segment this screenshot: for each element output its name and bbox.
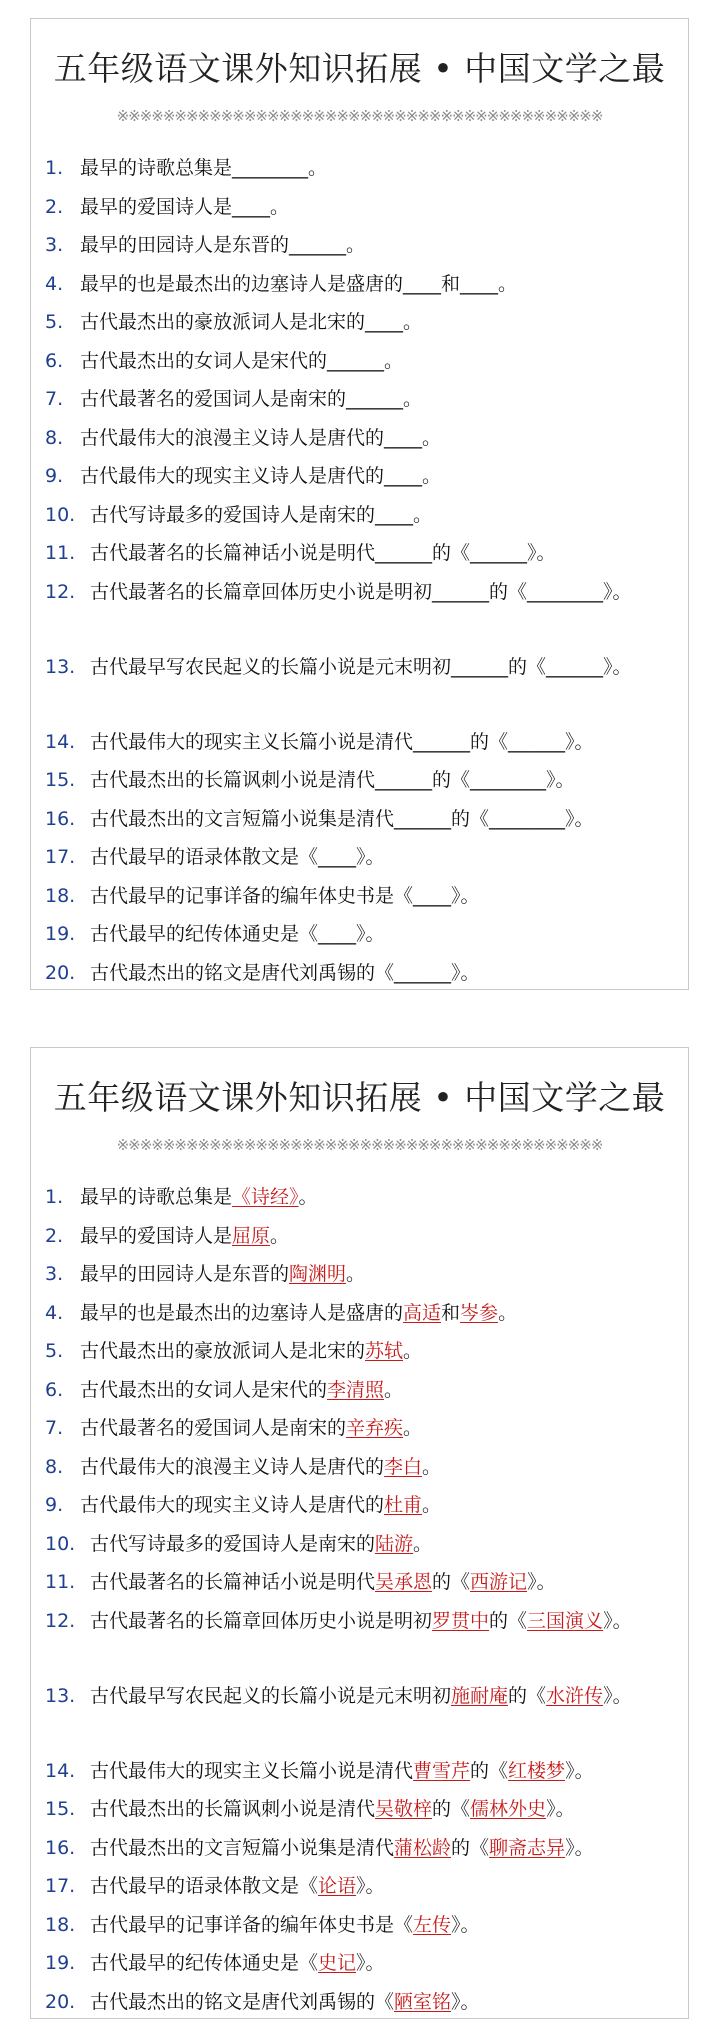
answer-item — [45, 1944, 678, 1983]
question-number: 16. — [45, 1836, 76, 1859]
question-item — [45, 342, 678, 381]
question-item — [45, 915, 678, 954]
question-text: 古代最杰出的铭文是唐代刘禹锡的《 — [90, 1990, 395, 2013]
answer-item — [45, 1790, 678, 1829]
question-text: 》。 — [527, 1571, 556, 1593]
question-text: 古代最杰出的长篇讽刺小说是清代______的《________》。 — [90, 769, 575, 791]
question-text: 最早的也是最杰出的边塞诗人是盛唐的____和____。 — [80, 272, 518, 295]
question-number: 15. — [45, 769, 76, 791]
question-text: 古代最早写农民起义的长篇小说是元末明初 — [90, 1684, 452, 1707]
question-text: 》。 — [603, 1609, 632, 1632]
question-number: 9. — [45, 465, 64, 487]
question-number: 7. — [45, 388, 64, 410]
question-item — [45, 877, 678, 916]
question-text: 古代最著名的爱国词人是南宋的 — [80, 1417, 347, 1439]
question-text: 。 — [384, 1378, 404, 1401]
question-number: 11. — [45, 1571, 76, 1593]
question-item — [45, 496, 678, 535]
answer-text: 陆游 — [375, 1532, 414, 1555]
question-text: 古代写诗最多的爱国诗人是南宋的____。 — [90, 503, 433, 526]
question-number: 10. — [45, 1532, 76, 1555]
answer-item — [45, 1906, 678, 1945]
question-number: 3. — [45, 234, 64, 256]
question-text: 。 — [413, 1532, 433, 1555]
question-item — [45, 954, 678, 993]
question-number: 13. — [45, 1684, 76, 1707]
question-list — [45, 149, 678, 992]
answer-text: 吴敬梓 — [375, 1798, 433, 1820]
question-number: 11. — [45, 542, 76, 564]
answer-item — [45, 1255, 678, 1294]
question-text: 古代最早写农民起义的长篇小说是元末明初______的《______》。 — [90, 655, 632, 678]
answer-item — [45, 1448, 678, 1487]
question-text: 最早的田园诗人是东晋的 — [80, 1263, 290, 1285]
answer-list — [45, 1178, 678, 2021]
question-text: 的《 — [508, 1684, 547, 1707]
question-item — [45, 226, 678, 265]
answer-text: 儒林外史 — [470, 1798, 547, 1820]
answer-item — [45, 1983, 678, 2022]
question-number: 20. — [45, 961, 76, 984]
question-number: 3. — [45, 1263, 64, 1285]
question-text: 》。 — [546, 1798, 575, 1820]
answer-item — [45, 1752, 678, 1791]
question-item — [45, 457, 678, 496]
answer-text: 李清照 — [327, 1378, 385, 1401]
question-text: 最早的诗歌总集是 — [80, 1186, 233, 1208]
question-number: 8. — [45, 426, 64, 449]
question-number: 2. — [45, 1224, 64, 1247]
question-text: 古代最早的语录体散文是《 — [90, 1875, 319, 1897]
answer-text: 杜甫 — [384, 1494, 423, 1516]
question-number: 14. — [45, 1759, 76, 1782]
question-text: 最早的诗歌总集是________。 — [80, 157, 328, 179]
answer-text: 论语 — [318, 1875, 357, 1897]
question-item — [45, 265, 678, 304]
question-text: 古代最伟大的现实主义诗人是唐代的____。 — [80, 465, 442, 487]
decorative-divider: ※※※※※※※※※※※※※※※※※※※※※※※※※※※※※※※※※※※※※※※※※※ — [116, 107, 603, 125]
question-text: 古代最伟大的现实主义长篇小说是清代______的《______》。 — [90, 730, 594, 753]
question-text: 的《 — [489, 1609, 528, 1632]
answer-text: 西游记 — [470, 1571, 528, 1593]
question-text: 。 — [422, 1455, 442, 1478]
question-number: 18. — [45, 884, 76, 907]
question-text: 古代最杰出的长篇讽刺小说是清代 — [90, 1798, 376, 1820]
decorative-divider: ※※※※※※※※※※※※※※※※※※※※※※※※※※※※※※※※※※※※※※※※※※ — [116, 1136, 603, 1154]
question-text: 古代最杰出的铭文是唐代刘禹锡的《______》。 — [90, 961, 480, 984]
question-text: 古代最杰出的女词人是宋代的 — [80, 1378, 328, 1401]
answer-item — [45, 1371, 678, 1410]
answer-text: 辛弃疾 — [346, 1417, 404, 1439]
question-text: 古代最著名的长篇章回体历史小说是明初 — [90, 1609, 433, 1632]
answer-text: 曹雪芹 — [413, 1759, 471, 1782]
question-item — [45, 303, 678, 342]
answer-text: 红楼梦 — [508, 1759, 566, 1782]
answer-text: 岑参 — [460, 1301, 499, 1324]
question-item — [45, 838, 678, 877]
answer-text: 陋室铭 — [394, 1990, 452, 2013]
question-text: 最早的爱国诗人是 — [80, 1224, 233, 1247]
question-item — [45, 534, 678, 573]
answer-item — [45, 1332, 678, 1371]
question-number: 12. — [45, 580, 76, 603]
question-text: 古代最著名的长篇神话小说是明代______的《______》。 — [90, 542, 556, 564]
question-item — [45, 723, 678, 762]
answer-item — [45, 1486, 678, 1525]
question-number: 5. — [45, 311, 64, 333]
question-text: 的《 — [432, 1571, 471, 1593]
answer-item — [45, 1178, 678, 1217]
question-number: 1. — [45, 157, 64, 179]
answer-text: 施耐庵 — [451, 1684, 509, 1707]
question-item — [45, 761, 678, 800]
question-text: 古代最伟大的现实主义诗人是唐代的 — [80, 1494, 385, 1516]
question-text: 。 — [270, 1224, 290, 1247]
question-item — [45, 648, 678, 723]
worksheet-title: 五年级语文课外知识拓展 • 中国文学之最 — [53, 49, 666, 88]
question-item — [45, 380, 678, 419]
question-number: 8. — [45, 1455, 64, 1478]
answer-item — [45, 1829, 678, 1868]
answer-text: 蒲松龄 — [394, 1836, 452, 1859]
answer-text: 屈原 — [232, 1224, 271, 1247]
answer-text: 苏轼 — [365, 1340, 404, 1362]
answer-item — [45, 1602, 678, 1677]
question-text: 。 — [403, 1417, 423, 1439]
question-text: 古代最伟大的现实主义长篇小说是清代 — [90, 1759, 414, 1782]
question-number: 4. — [45, 1301, 64, 1324]
answer-text: 水浒传 — [546, 1684, 604, 1707]
question-text: 》。 — [356, 1952, 385, 1974]
question-text: 古代写诗最多的爱国诗人是南宋的 — [90, 1532, 376, 1555]
question-text: 的《 — [432, 1798, 471, 1820]
question-number: 15. — [45, 1798, 76, 1820]
question-text: 》。 — [565, 1759, 594, 1782]
question-text: 古代最杰出的豪放派词人是北宋的____。 — [80, 311, 423, 333]
question-number: 19. — [45, 923, 76, 945]
question-text: 古代最早的纪传体通史是《 — [90, 1952, 319, 1974]
question-number: 7. — [45, 1417, 64, 1439]
question-number: 18. — [45, 1913, 76, 1936]
question-text: 古代最伟大的浪漫主义诗人是唐代的 — [80, 1455, 385, 1478]
question-text: 最早的爱国诗人是____。 — [80, 195, 290, 218]
question-text: 古代最杰出的文言短篇小说集是清代______的《________》。 — [90, 807, 594, 830]
worksheet-blank — [30, 18, 689, 990]
answer-text: 罗贯中 — [432, 1609, 490, 1632]
question-number: 5. — [45, 1340, 64, 1362]
question-text: 的《 — [451, 1836, 490, 1859]
question-number: 14. — [45, 730, 76, 753]
answer-text: 高适 — [403, 1301, 442, 1324]
answer-item — [45, 1409, 678, 1448]
question-text: 古代最早的纪传体通史是《____》。 — [90, 923, 385, 945]
question-text: 。 — [498, 1301, 518, 1324]
question-number: 12. — [45, 1609, 76, 1632]
answer-text: 陶渊明 — [289, 1263, 347, 1285]
question-text: 古代最伟大的浪漫主义诗人是唐代的____。 — [80, 426, 442, 449]
question-number: 13. — [45, 655, 76, 678]
question-text: 》。 — [356, 1875, 385, 1897]
question-text: 古代最杰出的女词人是宋代的______。 — [80, 349, 404, 372]
question-text: 古代最著名的爱国词人是南宋的______。 — [80, 388, 423, 410]
question-number: 4. — [45, 272, 64, 295]
answer-item — [45, 1563, 678, 1602]
question-item — [45, 419, 678, 458]
question-number: 17. — [45, 846, 76, 868]
worksheet-title: 五年级语文课外知识拓展 • 中国文学之最 — [53, 1078, 666, 1117]
question-text: 古代最著名的长篇章回体历史小说是明初______的《________》。 — [90, 580, 632, 603]
question-text: 》。 — [565, 1836, 594, 1859]
question-text: 古代最早的语录体散文是《____》。 — [90, 846, 385, 868]
answer-text: 吴承恩 — [375, 1571, 433, 1593]
question-text: 》。 — [451, 1990, 480, 2013]
question-text: 和 — [441, 1301, 461, 1324]
answer-item — [45, 1217, 678, 1256]
question-text: 。 — [403, 1340, 423, 1362]
question-number: 6. — [45, 349, 64, 372]
question-number: 20. — [45, 1990, 76, 2013]
answer-item — [45, 1867, 678, 1906]
question-number: 17. — [45, 1875, 76, 1897]
question-text: 的《 — [470, 1759, 509, 1782]
question-number: 2. — [45, 195, 64, 218]
answer-item — [45, 1677, 678, 1752]
question-item — [45, 800, 678, 839]
question-number: 1. — [45, 1186, 64, 1208]
answer-text: 三国演义 — [527, 1609, 604, 1632]
answer-text: 左传 — [413, 1913, 452, 1936]
answer-text: 李白 — [384, 1455, 423, 1478]
question-text: 。 — [298, 1186, 318, 1208]
answer-item — [45, 1294, 678, 1333]
answer-text: 聊斋志异 — [489, 1836, 566, 1859]
question-text: 古代最杰出的豪放派词人是北宋的 — [80, 1340, 366, 1362]
question-item — [45, 573, 678, 648]
question-number: 10. — [45, 503, 76, 526]
question-number: 6. — [45, 1378, 64, 1401]
question-text: 古代最早的记事详备的编年体史书是《____》。 — [90, 884, 480, 907]
question-text: 最早的也是最杰出的边塞诗人是盛唐的 — [80, 1301, 404, 1324]
worksheet-answers — [30, 1047, 689, 2019]
answer-text: 《诗经》 — [232, 1186, 299, 1208]
question-number: 9. — [45, 1494, 64, 1516]
question-text: 。 — [346, 1263, 366, 1285]
question-text: 古代最著名的长篇神话小说是明代 — [90, 1571, 376, 1593]
question-item — [45, 149, 678, 188]
question-text: 古代最早的记事详备的编年体史书是《 — [90, 1913, 414, 1936]
question-text: 最早的田园诗人是东晋的______。 — [80, 234, 366, 256]
question-text: 古代最杰出的文言短篇小说集是清代 — [90, 1836, 395, 1859]
question-number: 16. — [45, 807, 76, 830]
answer-item — [45, 1525, 678, 1564]
question-number: 19. — [45, 1952, 76, 1974]
question-text: 》。 — [451, 1913, 480, 1936]
question-text: 。 — [422, 1494, 442, 1516]
question-item — [45, 188, 678, 227]
question-text: 》。 — [603, 1684, 632, 1707]
answer-text: 史记 — [318, 1952, 357, 1974]
